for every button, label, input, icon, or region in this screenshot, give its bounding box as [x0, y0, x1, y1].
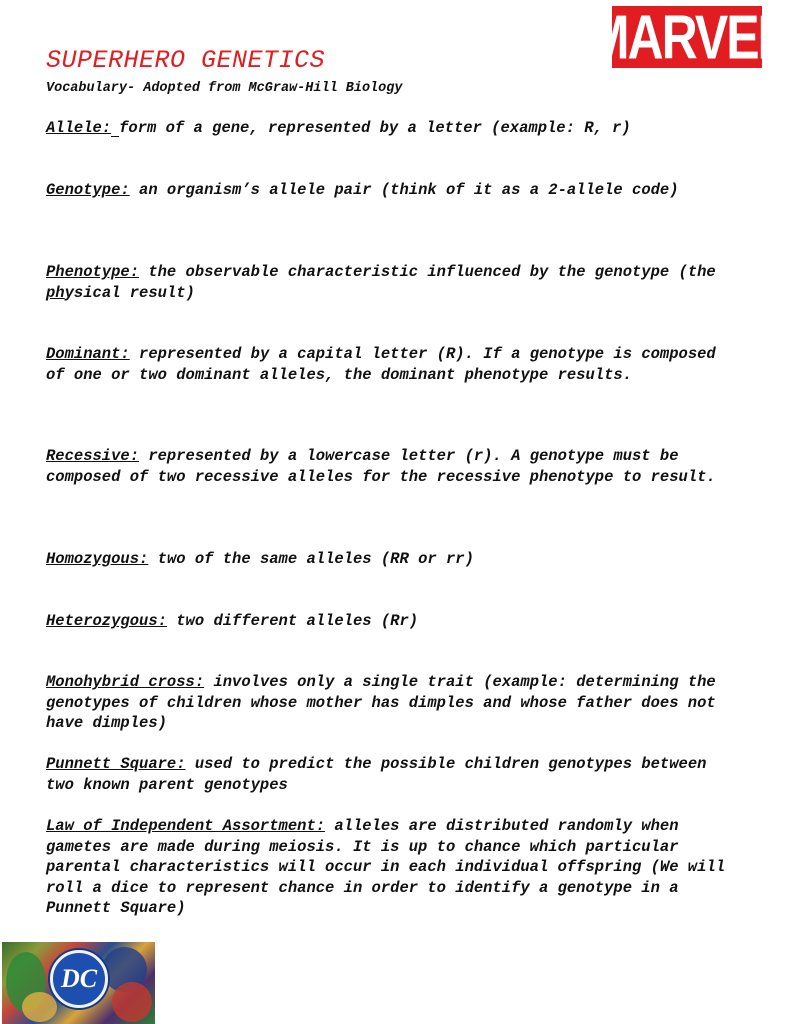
vocab-definition: two different alleles (Rr): [176, 612, 419, 630]
vocab-entry-independent-assortment: [46, 816, 736, 919]
vocab-entry-punnett-square: [46, 754, 736, 795]
vocab-entry-recessive: [46, 446, 736, 487]
marvel-logo-text: MARVEL: [587, 2, 786, 72]
vocab-term: Genotype:: [46, 181, 130, 199]
vocab-term: Law of Independent Assortment:: [46, 817, 326, 835]
vocab-term: Allele:: [46, 119, 112, 137]
marvel-logo: [587, 2, 786, 72]
dc-logo-text: DC: [60, 964, 98, 993]
vocab-entry-phenotype: [46, 262, 736, 303]
vocab-definition-pre: the observable characteristic influenced by the genotype (the: [148, 263, 716, 281]
vocab-definition: represented by a lowercase letter (r). A genotype must be composed of two recessive alleles for the recessive phenotype to result.: [46, 447, 716, 486]
vocab-definition: represented by a capital letter (R). If a genotype is composed of one or two dominant alleles, the dominant phenotype results.: [46, 345, 716, 384]
vocab-term: Recessive:: [46, 447, 140, 465]
vocab-entry-dominant: [46, 344, 736, 385]
vocab-definition: involves only a single trait (example: determining the genotypes of children whose mother has dimples and whose father does not have dimples): [46, 673, 716, 732]
vocab-definition-underlined: ph: [46, 283, 65, 302]
term-underline-extension: [111, 121, 119, 137]
vocab-definition: form of a gene, represented by a letter (example: R, r): [119, 119, 631, 137]
vocab-term: Monohybrid cross:: [46, 673, 205, 691]
vocab-definition: alleles are distributed randomly when gametes are made during meiosis. It is up to chance which particular parental characteristics will occur in each individual offspring (We will roll a dice to represent chance in order to identify a genotype in a Punnett Square): [46, 817, 726, 917]
page-title: SUPERHERO GENETICS: [46, 46, 326, 75]
vocab-entry-homozygous: [46, 549, 736, 570]
vocab-definition: two of the same alleles (RR or rr): [157, 550, 474, 568]
vocab-entry-heterozygous: [46, 611, 736, 632]
dc-heroes-image: [2, 942, 155, 1024]
vocab-term: Phenotype:: [46, 263, 140, 281]
page-subtitle: Vocabulary- Adopted from McGraw-Hill Biology: [46, 81, 403, 96]
vocab-definition: an organism’s allele pair (think of it as a 2-allele code): [139, 181, 679, 199]
vocab-entry-allele: [46, 118, 736, 139]
vocab-definition-post: ysical result): [64, 283, 195, 302]
vocab-definition: used to predict the possible children genotypes between two known parent genotypes: [46, 755, 707, 794]
vocab-term: Punnett Square:: [46, 755, 186, 773]
vocab-entry-monohybrid-cross: [46, 672, 736, 734]
vocab-term: Heterozygous:: [46, 612, 167, 630]
dc-logo: [50, 950, 108, 1008]
vocab-entry-genotype: [46, 180, 736, 201]
vocab-term: Homozygous:: [46, 550, 149, 568]
vocab-term: Dominant:: [46, 345, 130, 363]
